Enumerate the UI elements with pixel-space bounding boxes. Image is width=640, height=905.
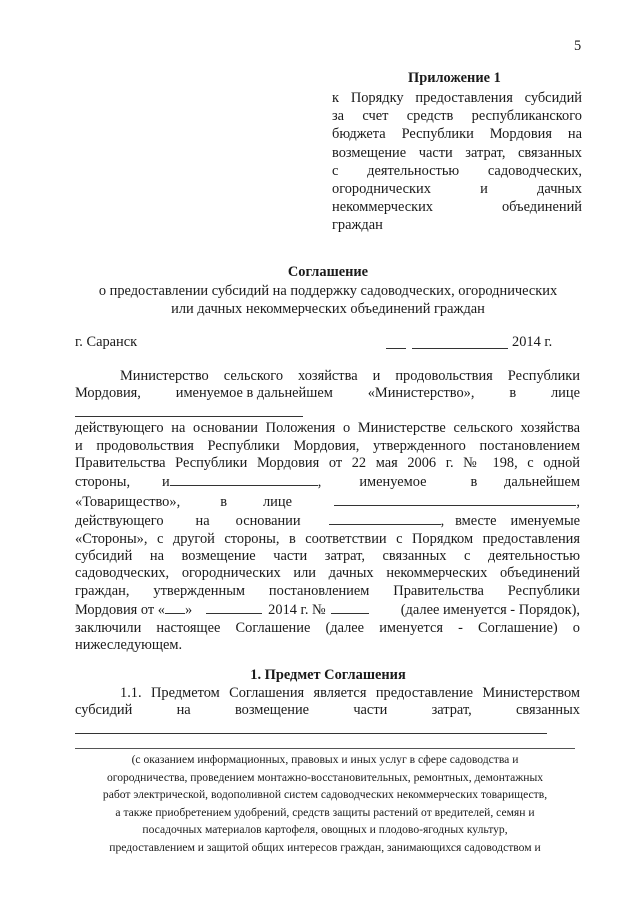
body-line: садоводческих, огороднических или дачных некоммерческих объединений [75, 565, 580, 582]
order-number-blank [331, 600, 369, 614]
footnote [75, 751, 575, 857]
appendix-line: огороднических и дачных [332, 181, 582, 198]
agreement-subtitle-1: о предоставлении субсидий на поддержку садоводческих, огороднических [98, 283, 558, 299]
date-month-blank [412, 348, 508, 349]
body-line: нижеследующем. [75, 637, 183, 654]
basis-blank [329, 511, 441, 525]
page-number: 5 [574, 38, 582, 54]
body-line: «Товарищество», в лице , [75, 493, 580, 510]
body-line: «Стороны», с другой стороны, в соответствии с Порядком предоставления [75, 530, 580, 547]
partnership-name-blank [170, 472, 318, 486]
body-line: стороны, и , именуемое в дальнейшем [75, 474, 580, 491]
body-line: и продовольствия Республики Мордовия, утвержденного постановлением [75, 437, 580, 454]
date-year: 2014 г. [512, 334, 553, 350]
subject-blank-line [75, 733, 547, 734]
appendix-title: Приложение 1 [408, 70, 501, 86]
footnote-line: предоставлением и защитой общих интересов граждан, занимающихся садоводством и [109, 840, 541, 854]
body-line: Мордовия, именуемое в дальнейшем «Министерство», в лице [75, 385, 580, 402]
appendix-line: возмещение части затрат, связанных [332, 144, 582, 161]
footnote-line: огородничества, проведением монтажно-восстановительных, ремонтных, демонтажных [106, 770, 544, 784]
representative-blank [75, 416, 303, 417]
city: г. Саранск [75, 334, 138, 350]
body-line: действующего на основании , вместе именуемые [75, 513, 580, 530]
body-blank-line [75, 403, 580, 420]
order-day-blank [165, 600, 185, 614]
body-line: граждан, утвержденным постановлением Правительства Республики [75, 582, 580, 599]
agreement-subtitle-2: или дачных некоммерческих объединений граждан [171, 301, 485, 317]
section-1-title: 1. Предмет Соглашения [250, 667, 406, 683]
body-line: заключили настоящее Соглашение (далее именуется - Соглашение) о [75, 619, 580, 636]
body-line: действующего на основании Положения о Министерстве сельского хозяйства [75, 420, 580, 437]
appendix-line: бюджета Республики Мордовия на [332, 126, 582, 143]
date-day-blank [386, 348, 406, 349]
body-line: субсидий на возмещение части затрат, связанных с деятельностью [75, 548, 580, 565]
appendix-line: за счет средств республиканского [332, 108, 582, 125]
section-1-text [75, 685, 580, 720]
appendix-text [332, 89, 582, 235]
section-1-line: 1.1. Предметом Соглашения является предоставление Министерством [120, 685, 580, 701]
agreement-title: Соглашение [287, 264, 369, 280]
footnote-line: посадочных материалов картофеля, овощных и плодово-ягодных культур, [142, 823, 508, 837]
footnote-line: работ электрической, водополивной систем садоводческих некоммерческих товариществ, [102, 788, 548, 802]
appendix-line: граждан [332, 217, 383, 234]
body-line: Правительства Республики Мордовия от 22 мая 2006 г. № 198, с одной [75, 455, 580, 472]
appendix-line: к Порядку предоставления субсидий [332, 90, 582, 106]
footnote-line: а также приобретением удобрений, средств защиты растений от вредителей, семян и [115, 805, 535, 819]
partnership-rep-blank [334, 492, 576, 506]
appendix-line: некоммерческих объединений [332, 199, 582, 216]
footnote-separator [75, 748, 575, 749]
appendix-line: с деятельностью садоводческих, [332, 162, 582, 179]
body-line: Министерство сельского хозяйства и продовольствия Республики [120, 368, 580, 384]
body-line: Мордовия от « » 2014 г. № (далее именуется - Порядок), [75, 602, 580, 619]
footnote-line: (с оказанием информационных, правовых и иных услуг в сфере садоводства и [131, 753, 519, 766]
body-paragraph [75, 368, 580, 654]
section-1-line: субсидий на возмещение части затрат, связанных [75, 702, 580, 719]
order-month-blank [206, 600, 262, 614]
